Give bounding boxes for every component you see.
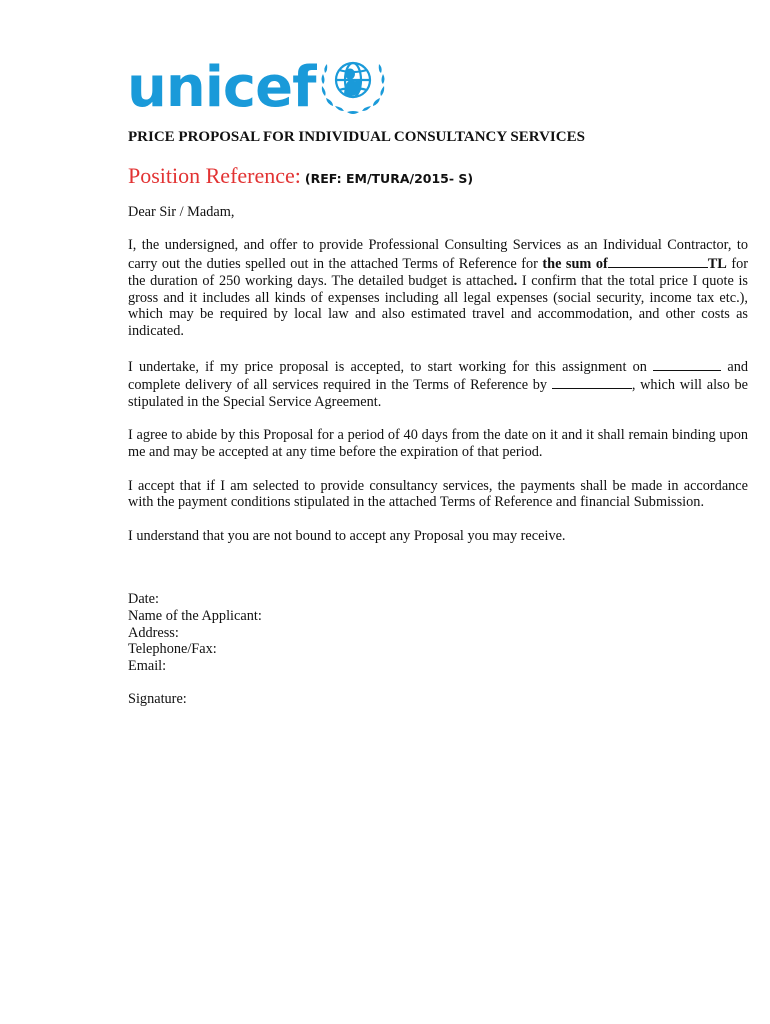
- offer-text-c: I confirm that the total price I quote is gross and it includes all kinds of expenses including all legal expenses (social security, income tax etc.), which may be required by local law and also estimated travel and accommodation, and other costs as indicated.: [128, 272, 748, 340]
- address-label: Address:: [128, 624, 179, 641]
- undertake-text-c: , which will also be stipulated in the Special Service Agreement.: [128, 377, 748, 411]
- paragraph-offer: [128, 237, 748, 340]
- paragraph-payment: I accept that if I am selected to provide consultancy services, the payments shall be made in accordance with the payment conditions stipulated in the attached Terms of Reference and financial Submission.: [128, 477, 748, 511]
- signature-label: Signature:: [128, 691, 187, 707]
- start-date-blank-field: [653, 357, 721, 371]
- unicef-emblem-icon: [317, 50, 389, 118]
- telephone-fax-label: Telephone/Fax:: [128, 641, 217, 658]
- unicef-logo: [127, 48, 389, 118]
- document-title: PRICE PROPOSAL FOR INDIVIDUAL CONSULTANCY SERVICES: [128, 129, 585, 145]
- offer-period: .: [513, 272, 518, 289]
- email-label: Email:: [128, 658, 167, 675]
- completion-date-blank-field: [552, 375, 632, 389]
- applicant-fields: [128, 591, 262, 675]
- paragraph-not-bound: I understand that you are not bound to accept any Proposal you may receive.: [128, 527, 566, 544]
- position-reference-label: Position Reference:: [128, 163, 301, 188]
- offer-text-a: I, the undersigned, and offer to provide Professional Consulting Services as an Individual Contractor, to carry out the duties spelled out in the attached Terms of Reference for: [128, 237, 748, 273]
- currency-label: TL: [707, 256, 727, 273]
- paragraph-undertake: [128, 357, 748, 411]
- position-reference-code: (REF: EM/TURA/2015- S): [304, 171, 474, 186]
- undertake-text-b: and complete delivery of all services required in the Terms of Reference by: [128, 358, 748, 394]
- sum-label: the sum of: [542, 256, 608, 273]
- sum-blank-field: [608, 254, 708, 268]
- logo-wordmark: unicef: [127, 55, 316, 120]
- date-label: Date:: [128, 591, 159, 607]
- applicant-name-label: Name of the Applicant:: [128, 607, 262, 624]
- position-reference: [128, 163, 473, 189]
- paragraph-validity: I agree to abide by this Proposal for a period of 40 days from the date on it and it shall remain binding upon me and may be accepted at any time before the expiration of that period.: [128, 427, 748, 461]
- salutation: Dear Sir / Madam,: [128, 204, 235, 220]
- undertake-text-a: I undertake, if my price proposal is accepted, to start working for this assignment on: [128, 358, 654, 375]
- letter-body: [128, 204, 748, 561]
- offer-text-b: for the duration of 250 working days. The detailed budget is attached: [128, 256, 748, 289]
